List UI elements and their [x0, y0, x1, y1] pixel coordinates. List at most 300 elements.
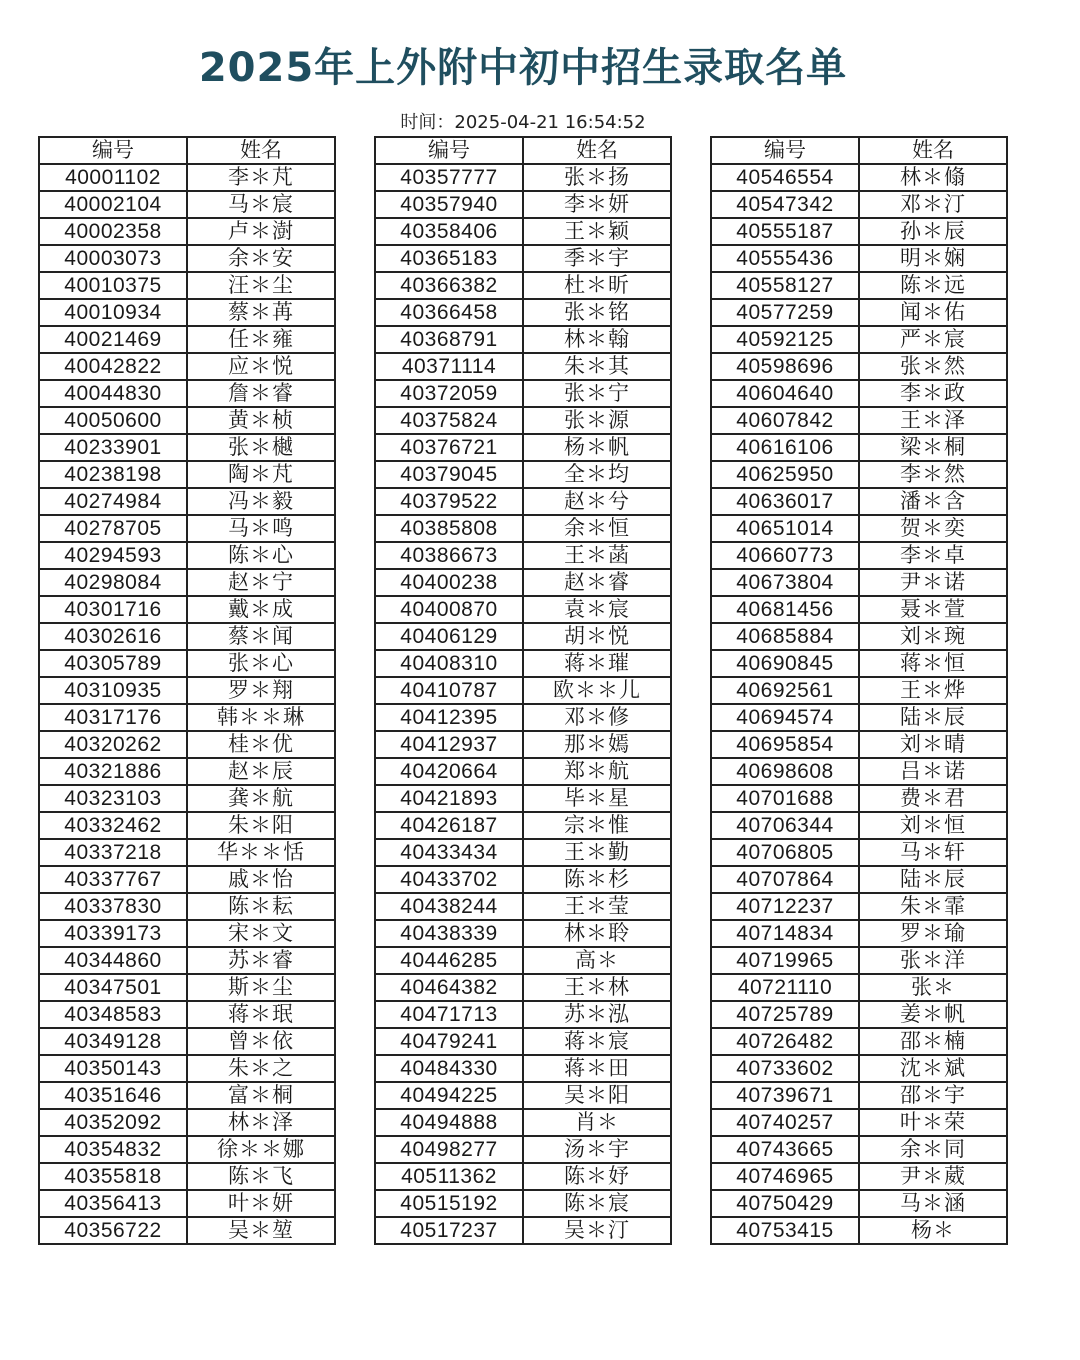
student-id-cell: 40438339 [375, 920, 523, 947]
student-name-cell: 朱＊之 [187, 1055, 335, 1082]
table-row [375, 785, 671, 812]
student-id-cell: 40310935 [39, 677, 187, 704]
table-row [375, 947, 671, 974]
table-row [39, 299, 335, 326]
table-row [375, 299, 671, 326]
student-name-cell: 蒋＊珉 [187, 1001, 335, 1028]
table-row [711, 353, 1007, 380]
student-id-cell: 40547342 [711, 191, 859, 218]
student-name-cell: 罗＊翔 [187, 677, 335, 704]
table-row [711, 407, 1007, 434]
student-name-cell: 吴＊阳 [523, 1082, 671, 1109]
table-row [375, 731, 671, 758]
student-name-cell: 欧＊＊儿 [523, 677, 671, 704]
table-row [39, 785, 335, 812]
student-name-cell: 苏＊睿 [187, 947, 335, 974]
student-id-cell: 40673804 [711, 569, 859, 596]
student-name-cell: 曾＊依 [187, 1028, 335, 1055]
table-row [711, 488, 1007, 515]
student-id-cell: 40740257 [711, 1109, 859, 1136]
student-id-cell: 40750429 [711, 1190, 859, 1217]
table-row [375, 1217, 671, 1244]
table-row [375, 974, 671, 1001]
student-name-cell: 李＊卓 [859, 542, 1007, 569]
table-row [375, 893, 671, 920]
student-id-cell: 40721110 [711, 974, 859, 1001]
student-name-cell: 龚＊航 [187, 785, 335, 812]
table-row [375, 191, 671, 218]
student-id-cell: 40002104 [39, 191, 187, 218]
table-row [711, 434, 1007, 461]
student-id-cell: 40651014 [711, 515, 859, 542]
student-name-cell: 汪＊尘 [187, 272, 335, 299]
header-name: 姓名 [187, 137, 335, 164]
student-name-cell: 杜＊昕 [523, 272, 671, 299]
student-id-cell: 40050600 [39, 407, 187, 434]
student-id-cell: 40320262 [39, 731, 187, 758]
table-row [711, 299, 1007, 326]
student-name-cell: 费＊君 [859, 785, 1007, 812]
student-id-cell: 40636017 [711, 488, 859, 515]
student-id-cell: 40352092 [39, 1109, 187, 1136]
student-name-cell: 季＊宇 [523, 245, 671, 272]
table-row [39, 758, 335, 785]
table-row [711, 974, 1007, 1001]
student-name-cell: 陈＊心 [187, 542, 335, 569]
student-name-cell: 张＊宁 [523, 380, 671, 407]
student-name-cell: 汤＊宇 [523, 1136, 671, 1163]
student-id-cell: 40698608 [711, 758, 859, 785]
student-name-cell: 张＊ [859, 974, 1007, 1001]
student-id-cell: 40555436 [711, 245, 859, 272]
table-row [375, 704, 671, 731]
student-id-cell: 40042822 [39, 353, 187, 380]
student-id-cell: 40433702 [375, 866, 523, 893]
table-row [711, 812, 1007, 839]
table-row [39, 380, 335, 407]
student-id-cell: 40598696 [711, 353, 859, 380]
student-id-cell: 40406129 [375, 623, 523, 650]
table-row [375, 380, 671, 407]
student-name-cell: 蒋＊璀 [523, 650, 671, 677]
student-name-cell: 韩＊＊琳 [187, 704, 335, 731]
student-id-cell: 40357777 [375, 164, 523, 191]
table-row [39, 866, 335, 893]
student-name-cell: 张＊源 [523, 407, 671, 434]
student-id-cell: 40707864 [711, 866, 859, 893]
table-row [375, 596, 671, 623]
table-row [711, 1028, 1007, 1055]
student-name-cell: 苏＊泓 [523, 1001, 671, 1028]
student-id-cell: 40739671 [711, 1082, 859, 1109]
student-id-cell: 40379045 [375, 461, 523, 488]
student-name-cell: 叶＊妍 [187, 1190, 335, 1217]
table-row [39, 164, 335, 191]
student-id-cell: 40002358 [39, 218, 187, 245]
student-id-cell: 40044830 [39, 380, 187, 407]
table-row [711, 731, 1007, 758]
table-row [711, 515, 1007, 542]
student-id-cell: 40412937 [375, 731, 523, 758]
student-name-cell: 李＊芃 [187, 164, 335, 191]
student-id-cell: 40753415 [711, 1217, 859, 1244]
student-name-cell: 朱＊其 [523, 353, 671, 380]
table-row [375, 1163, 671, 1190]
student-id-cell: 40746965 [711, 1163, 859, 1190]
student-name-cell: 冯＊毅 [187, 488, 335, 515]
table-row [39, 947, 335, 974]
table-row [711, 569, 1007, 596]
student-id-cell: 40494225 [375, 1082, 523, 1109]
student-name-cell: 刘＊晴 [859, 731, 1007, 758]
student-name-cell: 林＊聆 [523, 920, 671, 947]
student-name-cell: 邵＊楠 [859, 1028, 1007, 1055]
table-row [375, 812, 671, 839]
student-name-cell: 蒋＊恒 [859, 650, 1007, 677]
student-id-cell: 40694574 [711, 704, 859, 731]
student-id-cell: 40351646 [39, 1082, 187, 1109]
student-name-cell: 陈＊宸 [523, 1190, 671, 1217]
student-name-cell: 李＊政 [859, 380, 1007, 407]
student-id-cell: 40701688 [711, 785, 859, 812]
student-id-cell: 40375824 [375, 407, 523, 434]
table-row [711, 1190, 1007, 1217]
page-title: 2025年上外附中初中招生录取名单 [198, 45, 848, 91]
student-name-cell: 朱＊阳 [187, 812, 335, 839]
student-name-cell: 张＊心 [187, 650, 335, 677]
student-name-cell: 赵＊兮 [523, 488, 671, 515]
student-id-cell: 40372059 [375, 380, 523, 407]
student-id-cell: 40337218 [39, 839, 187, 866]
student-name-cell: 李＊然 [859, 461, 1007, 488]
student-id-cell: 40604640 [711, 380, 859, 407]
student-id-cell: 40386673 [375, 542, 523, 569]
student-id-cell: 40464382 [375, 974, 523, 1001]
table-header-row [711, 137, 1007, 164]
student-id-cell: 40365183 [375, 245, 523, 272]
student-id-cell: 40706805 [711, 839, 859, 866]
student-name-cell: 王＊颖 [523, 218, 671, 245]
student-name-cell: 刘＊恒 [859, 812, 1007, 839]
student-id-cell: 40719965 [711, 947, 859, 974]
student-name-cell: 杨＊ [859, 1217, 1007, 1244]
table-row [711, 1163, 1007, 1190]
table-row [39, 1028, 335, 1055]
table-row [39, 731, 335, 758]
header-id: 编号 [39, 137, 187, 164]
student-id-cell: 40001102 [39, 164, 187, 191]
student-id-cell: 40332462 [39, 812, 187, 839]
table-row [375, 623, 671, 650]
student-name-cell: 蔡＊闻 [187, 623, 335, 650]
student-name-cell: 马＊轩 [859, 839, 1007, 866]
student-id-cell: 40385808 [375, 515, 523, 542]
student-id-cell: 40410787 [375, 677, 523, 704]
table-row [711, 677, 1007, 704]
student-name-cell: 张＊扬 [523, 164, 671, 191]
student-name-cell: 张＊铭 [523, 299, 671, 326]
table-row [711, 785, 1007, 812]
student-id-cell: 40350143 [39, 1055, 187, 1082]
student-name-cell: 陆＊辰 [859, 866, 1007, 893]
table-row [375, 488, 671, 515]
student-name-cell: 闻＊佑 [859, 299, 1007, 326]
student-id-cell: 40692561 [711, 677, 859, 704]
student-name-cell: 毕＊星 [523, 785, 671, 812]
student-id-cell: 40298084 [39, 569, 187, 596]
table-row [711, 245, 1007, 272]
table-row [711, 326, 1007, 353]
student-name-cell: 张＊然 [859, 353, 1007, 380]
student-id-cell: 40558127 [711, 272, 859, 299]
table-row [39, 245, 335, 272]
student-id-cell: 40294593 [39, 542, 187, 569]
student-name-cell: 严＊宸 [859, 326, 1007, 353]
table-row [711, 272, 1007, 299]
header-name: 姓名 [523, 137, 671, 164]
student-name-cell: 陆＊辰 [859, 704, 1007, 731]
student-id-cell: 40446285 [375, 947, 523, 974]
student-id-cell: 40021469 [39, 326, 187, 353]
student-name-cell: 胡＊悦 [523, 623, 671, 650]
student-id-cell: 40358406 [375, 218, 523, 245]
student-name-cell: 邓＊汀 [859, 191, 1007, 218]
student-name-cell: 王＊烨 [859, 677, 1007, 704]
table-row [711, 164, 1007, 191]
table-row [39, 542, 335, 569]
table-row [39, 974, 335, 1001]
table-row [39, 1190, 335, 1217]
student-name-cell: 戴＊成 [187, 596, 335, 623]
student-name-cell: 张＊洋 [859, 947, 1007, 974]
student-name-cell: 陈＊耘 [187, 893, 335, 920]
student-id-cell: 40010375 [39, 272, 187, 299]
table-row [39, 353, 335, 380]
student-id-cell: 40494888 [375, 1109, 523, 1136]
student-name-cell: 潘＊含 [859, 488, 1007, 515]
student-id-cell: 40238198 [39, 461, 187, 488]
table-row [711, 650, 1007, 677]
student-id-cell: 40706344 [711, 812, 859, 839]
table-row [711, 1082, 1007, 1109]
student-name-cell: 全＊均 [523, 461, 671, 488]
student-name-cell: 马＊鸣 [187, 515, 335, 542]
roster-table-3 [710, 136, 1008, 1245]
table-row [711, 380, 1007, 407]
student-name-cell: 蔡＊苒 [187, 299, 335, 326]
student-id-cell: 40546554 [711, 164, 859, 191]
student-name-cell: 贺＊奕 [859, 515, 1007, 542]
student-id-cell: 40625950 [711, 461, 859, 488]
student-id-cell: 40714834 [711, 920, 859, 947]
student-id-cell: 40660773 [711, 542, 859, 569]
student-name-cell: 尹＊葳 [859, 1163, 1007, 1190]
table-row [39, 1109, 335, 1136]
student-name-cell: 吴＊堃 [187, 1217, 335, 1244]
student-name-cell: 王＊勤 [523, 839, 671, 866]
header-id: 编号 [711, 137, 859, 164]
table-row [711, 623, 1007, 650]
student-name-cell: 余＊安 [187, 245, 335, 272]
table-row [711, 1136, 1007, 1163]
table-row [375, 920, 671, 947]
table-row [711, 1055, 1007, 1082]
student-id-cell: 40278705 [39, 515, 187, 542]
table-row [711, 920, 1007, 947]
student-name-cell: 吴＊汀 [523, 1217, 671, 1244]
table-row [375, 1055, 671, 1082]
student-name-cell: 罗＊瑜 [859, 920, 1007, 947]
student-name-cell: 林＊翛 [859, 164, 1007, 191]
student-id-cell: 40317176 [39, 704, 187, 731]
student-name-cell: 徐＊＊娜 [187, 1136, 335, 1163]
table-header-row [375, 137, 671, 164]
table-row [711, 893, 1007, 920]
student-name-cell: 陈＊飞 [187, 1163, 335, 1190]
student-name-cell: 李＊妍 [523, 191, 671, 218]
table-row [39, 812, 335, 839]
table-row [39, 1001, 335, 1028]
student-name-cell: 蒋＊田 [523, 1055, 671, 1082]
student-id-cell: 40366458 [375, 299, 523, 326]
student-name-cell: 吕＊诺 [859, 758, 1007, 785]
student-id-cell: 40301716 [39, 596, 187, 623]
table-row [375, 461, 671, 488]
table-row [375, 1190, 671, 1217]
student-id-cell: 40426187 [375, 812, 523, 839]
student-name-cell: 马＊涵 [859, 1190, 1007, 1217]
student-name-cell: 叶＊荣 [859, 1109, 1007, 1136]
table-row [375, 1136, 671, 1163]
student-id-cell: 40577259 [711, 299, 859, 326]
table-header-row [39, 137, 335, 164]
student-id-cell: 40681456 [711, 596, 859, 623]
student-name-cell: 赵＊睿 [523, 569, 671, 596]
student-id-cell: 40712237 [711, 893, 859, 920]
student-id-cell: 40347501 [39, 974, 187, 1001]
student-name-cell: 邵＊宇 [859, 1082, 1007, 1109]
student-name-cell: 应＊悦 [187, 353, 335, 380]
student-id-cell: 40233901 [39, 434, 187, 461]
table-row [39, 650, 335, 677]
student-id-cell: 40592125 [711, 326, 859, 353]
table-row [375, 434, 671, 461]
table-row [39, 839, 335, 866]
student-name-cell: 梁＊桐 [859, 434, 1007, 461]
student-id-cell: 40302616 [39, 623, 187, 650]
student-id-cell: 40433434 [375, 839, 523, 866]
header-id: 编号 [375, 137, 523, 164]
student-id-cell: 40555187 [711, 218, 859, 245]
student-name-cell: 任＊雍 [187, 326, 335, 353]
student-name-cell: 蒋＊宸 [523, 1028, 671, 1055]
student-name-cell: 王＊菡 [523, 542, 671, 569]
student-name-cell: 朱＊霏 [859, 893, 1007, 920]
student-id-cell: 40274984 [39, 488, 187, 515]
table-row [375, 650, 671, 677]
student-id-cell: 40471713 [375, 1001, 523, 1028]
table-row [39, 407, 335, 434]
student-id-cell: 40515192 [375, 1190, 523, 1217]
student-name-cell: 黄＊桢 [187, 407, 335, 434]
student-id-cell: 40357940 [375, 191, 523, 218]
table-row [375, 326, 671, 353]
table-row [711, 218, 1007, 245]
student-name-cell: 马＊宸 [187, 191, 335, 218]
student-name-cell: 王＊林 [523, 974, 671, 1001]
student-id-cell: 40400870 [375, 596, 523, 623]
student-name-cell: 尹＊诺 [859, 569, 1007, 596]
table-row [375, 866, 671, 893]
table-row [39, 326, 335, 353]
student-id-cell: 40616106 [711, 434, 859, 461]
student-name-cell: 赵＊辰 [187, 758, 335, 785]
student-name-cell: 华＊＊恬 [187, 839, 335, 866]
table-row [711, 191, 1007, 218]
timestamp: 时间：2025-04-21 16:54:52 [400, 112, 646, 133]
table-row [375, 515, 671, 542]
table-row [375, 1028, 671, 1055]
table-row [711, 866, 1007, 893]
table-row [711, 839, 1007, 866]
table-row [711, 542, 1007, 569]
student-name-cell: 明＊娴 [859, 245, 1007, 272]
student-id-cell: 40420664 [375, 758, 523, 785]
table-row [39, 434, 335, 461]
student-id-cell: 40354832 [39, 1136, 187, 1163]
table-row [711, 704, 1007, 731]
student-name-cell: 陈＊妤 [523, 1163, 671, 1190]
table-row [375, 272, 671, 299]
student-id-cell: 40323103 [39, 785, 187, 812]
table-row [375, 1082, 671, 1109]
student-id-cell: 40348583 [39, 1001, 187, 1028]
table-row [39, 1082, 335, 1109]
student-name-cell: 袁＊宸 [523, 596, 671, 623]
table-row [375, 569, 671, 596]
student-name-cell: 肖＊ [523, 1109, 671, 1136]
table-row [711, 947, 1007, 974]
table-row [375, 542, 671, 569]
table-row [39, 218, 335, 245]
table-row [375, 164, 671, 191]
student-id-cell: 40356413 [39, 1190, 187, 1217]
student-id-cell: 40379522 [375, 488, 523, 515]
student-name-cell: 姜＊帆 [859, 1001, 1007, 1028]
student-id-cell: 40725789 [711, 1001, 859, 1028]
student-name-cell: 杨＊帆 [523, 434, 671, 461]
student-id-cell: 40400238 [375, 569, 523, 596]
student-id-cell: 40408310 [375, 650, 523, 677]
student-name-cell: 王＊莹 [523, 893, 671, 920]
table-row [39, 1136, 335, 1163]
student-id-cell: 40517237 [375, 1217, 523, 1244]
table-row [711, 596, 1007, 623]
student-name-cell: 陈＊远 [859, 272, 1007, 299]
table-row [711, 1001, 1007, 1028]
student-id-cell: 40344860 [39, 947, 187, 974]
table-row [39, 191, 335, 218]
student-id-cell: 40371114 [375, 353, 523, 380]
student-id-cell: 40690845 [711, 650, 859, 677]
table-row [39, 1163, 335, 1190]
student-name-cell: 陶＊芃 [187, 461, 335, 488]
student-name-cell: 聂＊萱 [859, 596, 1007, 623]
student-id-cell: 40498277 [375, 1136, 523, 1163]
student-name-cell: 那＊嫣 [523, 731, 671, 758]
student-name-cell: 刘＊琬 [859, 623, 1007, 650]
student-name-cell: 余＊同 [859, 1136, 1007, 1163]
